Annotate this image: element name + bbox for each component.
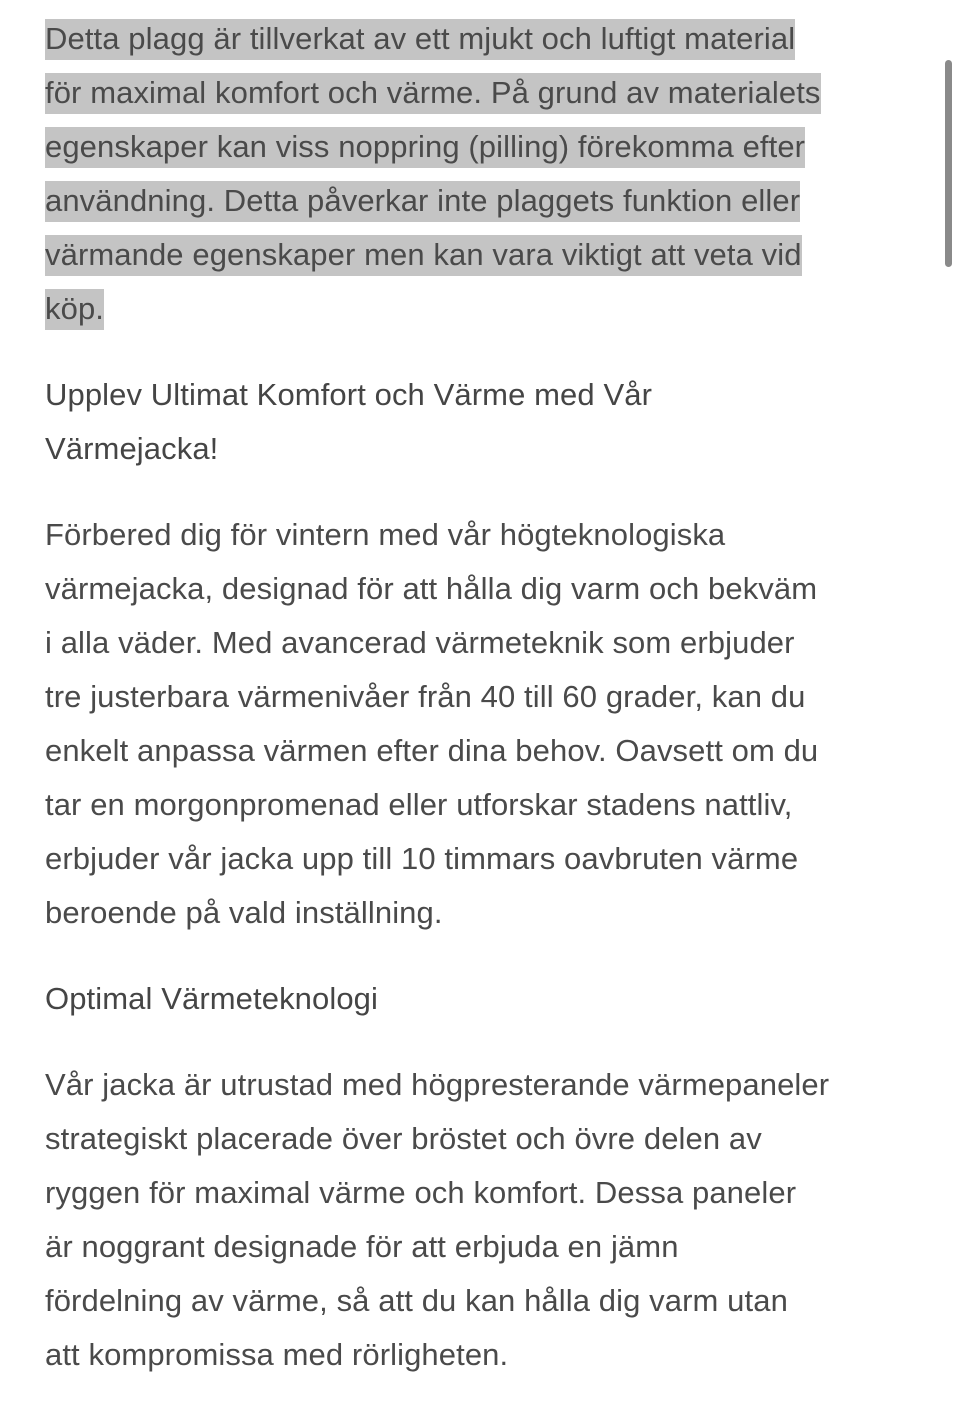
text-line xyxy=(45,282,925,336)
spacer xyxy=(45,336,925,368)
heading-line: Värmejacka! xyxy=(45,431,219,466)
text-line: erbjuder vår jacka upp till 10 timmars oavbruten värme xyxy=(45,841,799,876)
text-line: tre justerbara värmenivåer från 40 till 60 grader, kan du xyxy=(45,679,806,714)
paragraph-intro xyxy=(45,508,925,940)
text-line: Förbered dig för vintern med vår högteknologiska xyxy=(45,517,726,552)
selected-text[interactable]: egenskaper kan viss noppring (pilling) förekomma efter xyxy=(45,127,805,168)
text-line: i alla väder. Med avancerad värmeteknik som erbjuder xyxy=(45,625,795,660)
text-line xyxy=(45,66,925,120)
text-line: fördelning av värme, så att du kan hålla dig varm utan xyxy=(45,1283,788,1318)
text-line: värmejacka, designad för att hålla dig varm och bekväm xyxy=(45,571,818,606)
spacer xyxy=(45,940,925,972)
selected-text[interactable]: användning. Detta påverkar inte plaggets funktion eller xyxy=(45,181,800,222)
text-line: Vår jacka är utrustad med högpresterande värmepaneler xyxy=(45,1067,830,1102)
spacer xyxy=(45,476,925,508)
text-line: att kompromissa med rörligheten. xyxy=(45,1337,509,1372)
text-line xyxy=(45,120,925,174)
text-line: enkelt anpassa värmen efter dina behov. Oavsett om du xyxy=(45,733,819,768)
article-content xyxy=(45,12,925,1382)
section-heading-comfort xyxy=(45,368,925,476)
text-line xyxy=(45,174,925,228)
text-line: ryggen för maximal värme och komfort. Dessa paneler xyxy=(45,1175,797,1210)
text-line: beroende på vald inställning. xyxy=(45,895,443,930)
text-line: strategiskt placerade över bröstet och övre delen av xyxy=(45,1121,762,1156)
text-line: är noggrant designade för att erbjuda en jämn xyxy=(45,1229,679,1264)
spacer xyxy=(45,1026,925,1058)
selected-text[interactable]: Detta plagg är tillverkat av ett mjukt och luftigt material xyxy=(45,19,795,60)
heading-line: Upplev Ultimat Komfort och Värme med Vår xyxy=(45,377,652,412)
vertical-scrollbar[interactable] xyxy=(945,60,952,267)
highlighted-paragraph xyxy=(45,12,925,336)
selected-text[interactable]: köp. xyxy=(45,289,104,330)
section-heading-technology xyxy=(45,972,925,1026)
heading-line: Optimal Värmeteknologi xyxy=(45,981,379,1016)
text-line xyxy=(45,12,925,66)
selected-text[interactable]: värmande egenskaper men kan vara viktigt att veta vid xyxy=(45,235,802,276)
selected-text[interactable]: för maximal komfort och värme. På grund av materialets xyxy=(45,73,821,114)
text-line xyxy=(45,228,925,282)
paragraph-technology xyxy=(45,1058,925,1382)
text-line: tar en morgonpromenad eller utforskar stadens nattliv, xyxy=(45,787,793,822)
